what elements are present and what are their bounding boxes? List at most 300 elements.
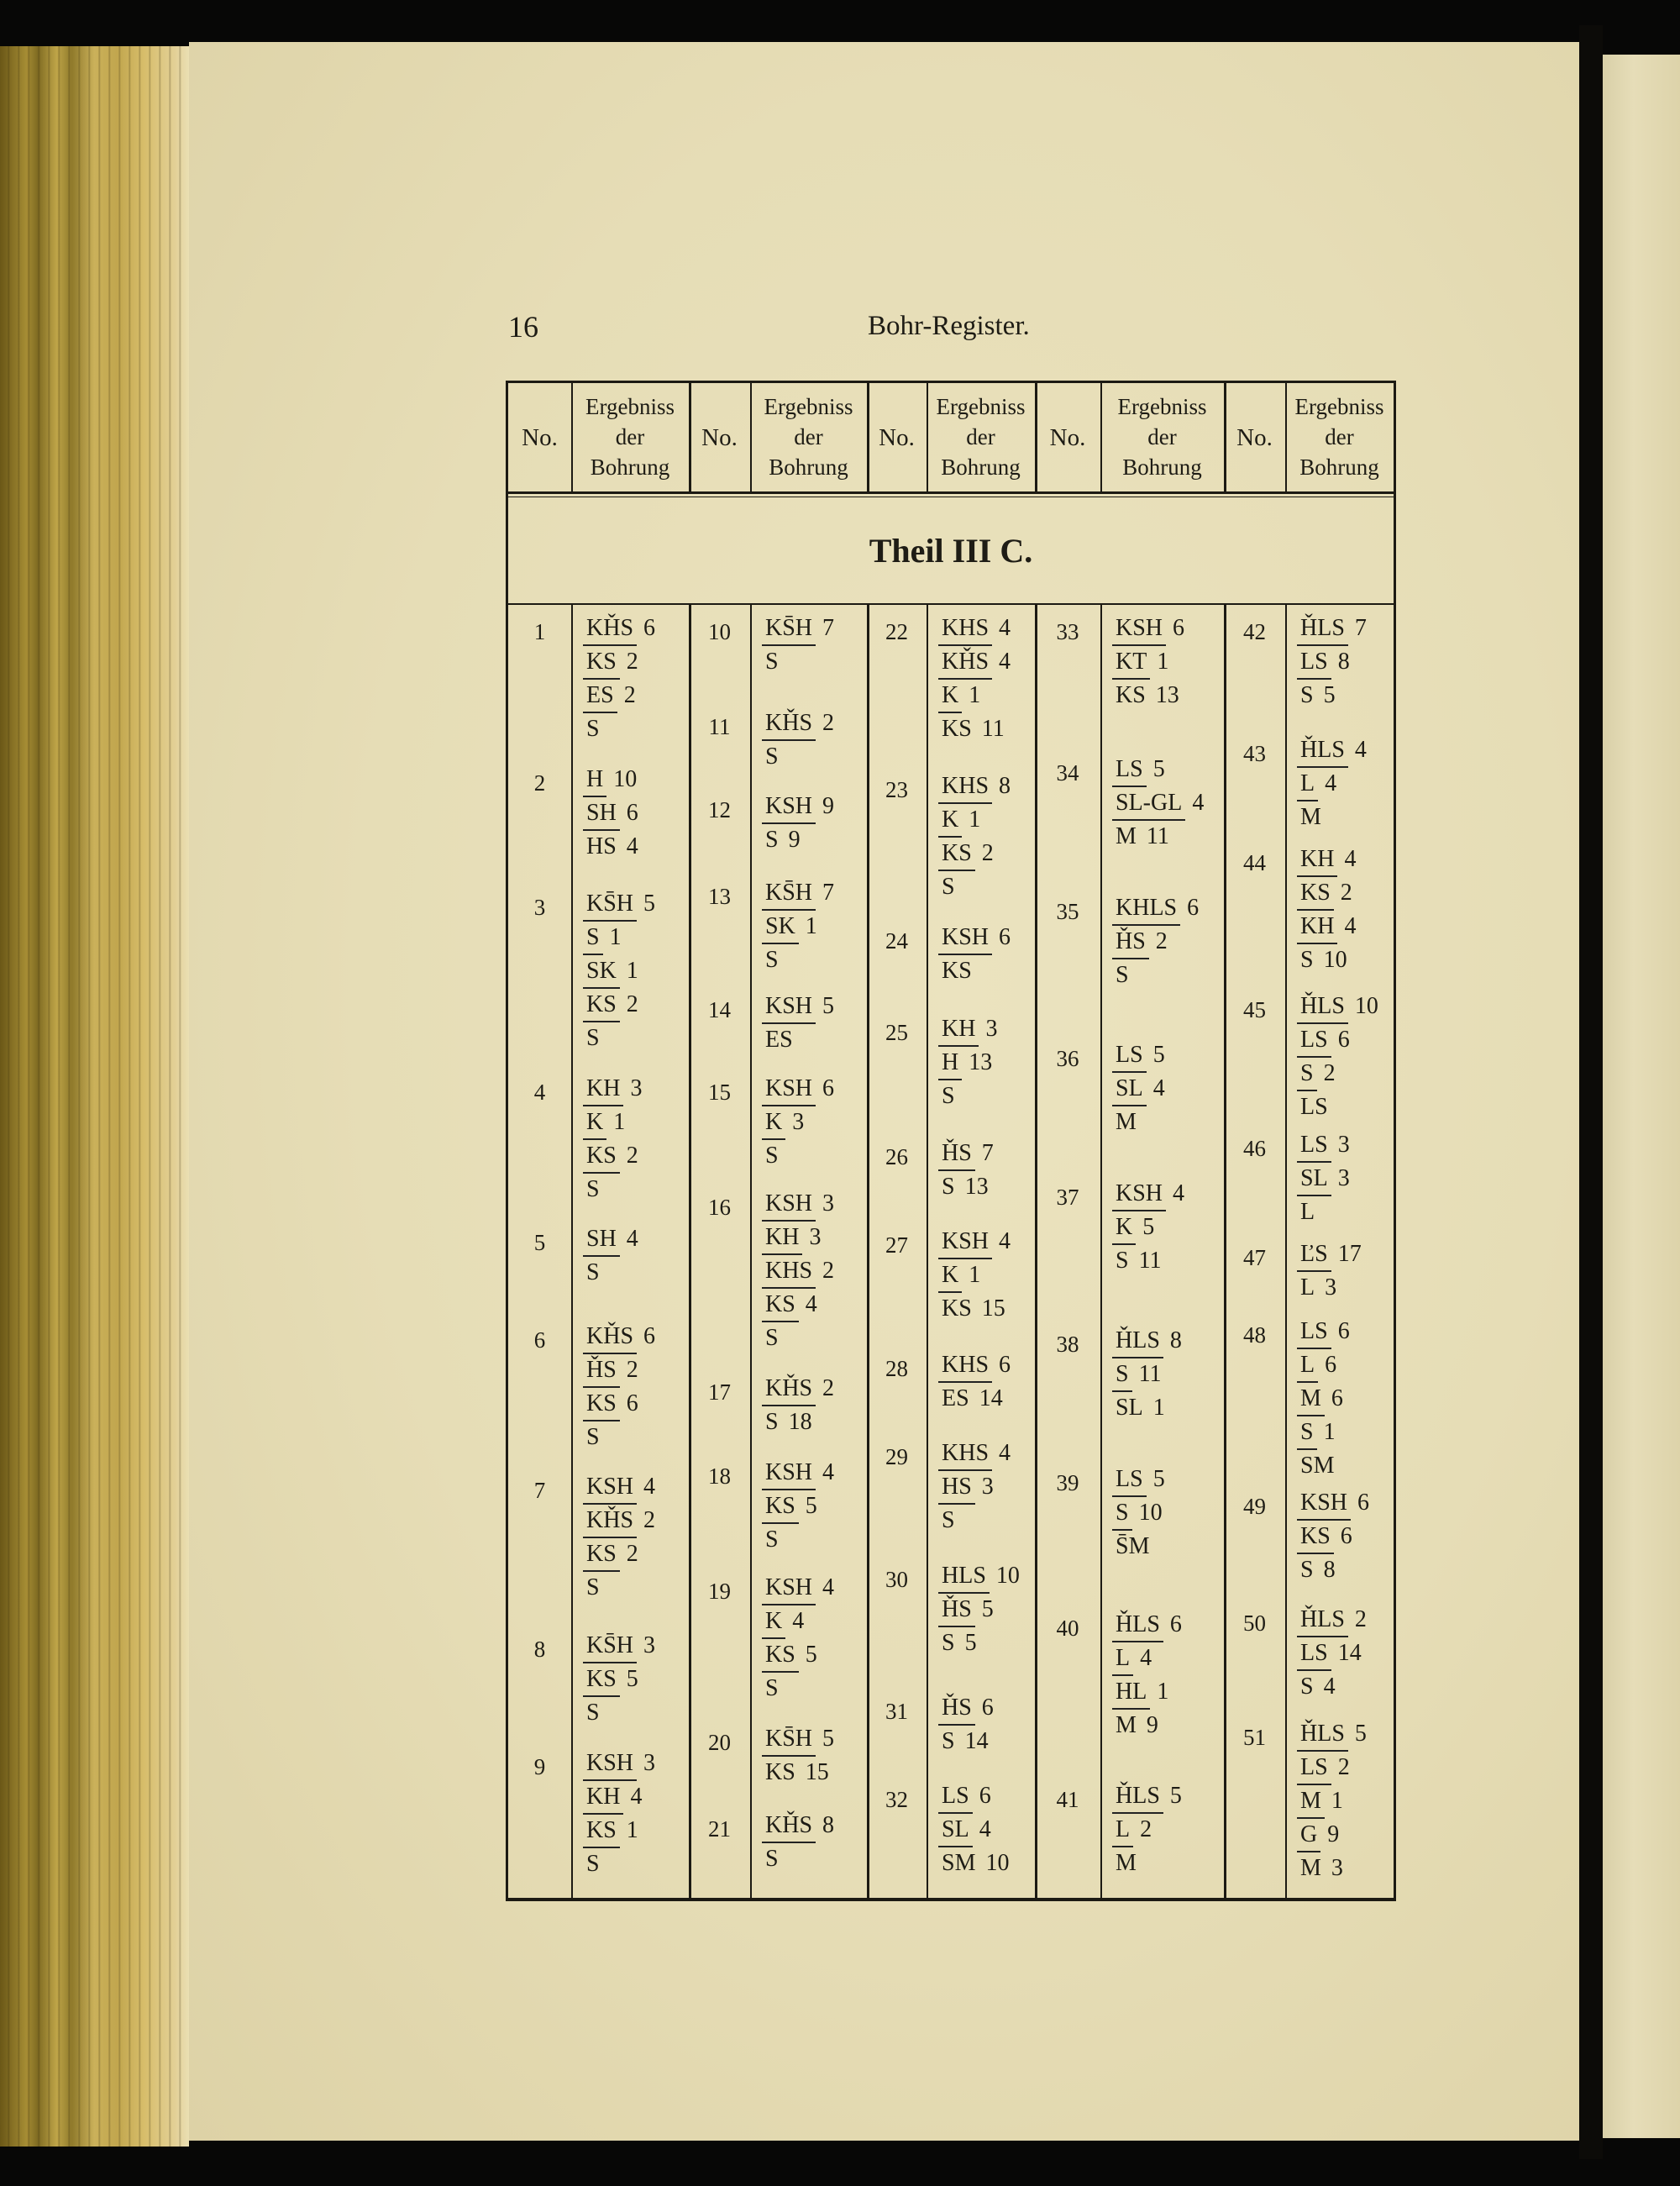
boring-result-cell (1297, 991, 1378, 1123)
stratum-thickness: 10 (1323, 947, 1347, 973)
stratum-layer (1297, 1718, 1367, 1752)
entry-number: 4 (533, 1080, 546, 1105)
stratum-thickness: 5 (1323, 682, 1336, 708)
stratum-label: SL (938, 1814, 973, 1847)
stratum-layer (1112, 1676, 1168, 1710)
stratum-thickness: 4 (999, 1440, 1011, 1466)
stratum-thickness: 9 (822, 793, 835, 819)
stratum-layer (762, 877, 834, 911)
page-number: 16 (508, 310, 538, 344)
stratum-layer (1297, 1058, 1336, 1091)
stratum-layer (583, 1223, 638, 1257)
column-header-result-line: Bohrung (1299, 455, 1379, 480)
stratum-layer (1112, 646, 1168, 680)
stratum-label: S̄M (1116, 1533, 1150, 1559)
stratum-layer (583, 1697, 610, 1729)
stratum-layer (1297, 1604, 1367, 1637)
stratum-thickness: 1 (969, 807, 981, 833)
stratum-thickness: 1 (613, 1109, 626, 1135)
stratum-layer (1297, 1819, 1339, 1852)
boring-result-cell (583, 888, 655, 1054)
boring-result-cell (938, 1138, 994, 1203)
stratum-label: M (1116, 1712, 1137, 1738)
stratum-layer (938, 612, 1011, 646)
boring-result-cell (583, 1471, 655, 1604)
entry-number: 37 (1056, 1185, 1079, 1210)
boring-result-cell (938, 612, 1011, 745)
entry-number: 20 (708, 1730, 731, 1755)
boring-result-cell (762, 1723, 834, 1789)
stratum-layer (1297, 1487, 1369, 1521)
stratum-thickness: 1 (1157, 1679, 1169, 1705)
stratum-layer (583, 1471, 655, 1505)
facing-page-edge (1603, 55, 1680, 2138)
stratum-layer (583, 1663, 638, 1697)
stratum-label: ȞLS (1297, 1718, 1348, 1752)
stratum-layer (583, 1630, 655, 1663)
stratum-layer (1297, 1752, 1350, 1785)
stratum-label: KS̄H (583, 888, 637, 922)
entry-number: 18 (708, 1463, 731, 1489)
stratum-layer (583, 989, 638, 1022)
stratum-label: KHS (938, 612, 992, 646)
stratum-label: KT (1112, 646, 1150, 680)
stratum-label: KSH (1112, 612, 1166, 646)
stratum-thickness: 7 (1354, 615, 1367, 641)
stratum-layer (1112, 1211, 1154, 1245)
column-header-result-line: der (1147, 424, 1177, 449)
boring-result-cell (1112, 1178, 1184, 1277)
stratum-thickness: 2 (822, 1375, 835, 1401)
entry-number: 22 (885, 619, 908, 644)
column-header-result-line: Ergebniss (1294, 394, 1384, 419)
stratum-layer (762, 741, 789, 773)
stratum-label: ȞLS (1297, 1604, 1348, 1637)
stratum-label: M (1300, 804, 1321, 830)
entry-number: 46 (1243, 1136, 1266, 1161)
stratum-layer (1297, 1852, 1343, 1884)
entry-number: 12 (708, 797, 731, 822)
entry-number: 44 (1243, 850, 1266, 875)
stratum-label: KS (583, 1663, 620, 1697)
entry-number: 9 (533, 1754, 546, 1779)
stratum-label: ȞLS (1297, 612, 1348, 646)
stratum-label: KS̄H (762, 1723, 816, 1757)
stratum-label: LS (938, 1780, 973, 1814)
stratum-thickness: 6 (1340, 1523, 1352, 1549)
stratum-label: M (1116, 1850, 1137, 1876)
stratum-thickness: 2 (1354, 1606, 1367, 1632)
stratum-label: ȞLS (1112, 1609, 1163, 1642)
stratum-layer (1297, 1349, 1336, 1383)
stratum-label: M (1297, 1383, 1325, 1416)
stratum-label: ȞS (1112, 926, 1149, 959)
stratum-layer (938, 1780, 991, 1814)
entry-number: 6 (533, 1327, 546, 1353)
stratum-layer (762, 1024, 803, 1056)
stratum-thickness: 4 (805, 1291, 817, 1317)
stratum-label: K (583, 1106, 606, 1140)
stratum-layer (1297, 1554, 1336, 1586)
stratum-layer (938, 871, 965, 903)
boring-result-cell (938, 1226, 1011, 1325)
stratum-label: S (586, 716, 600, 742)
stratum-thickness: 8 (1323, 1557, 1336, 1583)
boring-result-cell (762, 991, 834, 1056)
stratum-label: KS (938, 838, 975, 871)
stratum-label: L (1112, 1642, 1133, 1676)
column-header-result-line: Ergebniss (1117, 394, 1207, 419)
stratum-thickness: 6 (822, 1075, 835, 1101)
boring-result-cell (583, 612, 655, 745)
header-rule (506, 491, 1396, 494)
stratum-label: S (1116, 1248, 1129, 1274)
stratum-layer (1297, 768, 1336, 801)
entry-number: 49 (1243, 1494, 1266, 1519)
stratum-thickness: 4 (1325, 770, 1337, 796)
stratum-layer (1112, 1463, 1165, 1497)
stratum-thickness: 1 (609, 924, 622, 950)
stratum-layer (1297, 1129, 1350, 1163)
stratum-layer (583, 713, 610, 745)
stratum-label: KSH (938, 922, 992, 955)
stratum-label: KȞS (583, 1505, 637, 1538)
boring-result-cell (762, 791, 834, 856)
stratum-layer (583, 1781, 642, 1815)
boring-result-cell (583, 1223, 638, 1289)
stratum-label: ES (942, 1385, 969, 1411)
stratum-layer (1297, 1450, 1344, 1482)
stratum-label: S (765, 947, 779, 973)
entry-number: 36 (1056, 1046, 1079, 1071)
stratum-label: KS (583, 1538, 620, 1572)
stratum-label: LS (1297, 1024, 1331, 1058)
stratum-label: KS (583, 1140, 620, 1174)
entry-number: 27 (885, 1232, 908, 1258)
stratum-thickness: 15 (805, 1759, 829, 1785)
stratum-layer (938, 646, 1011, 680)
group-divider (689, 603, 691, 1901)
stratum-layer (583, 1815, 638, 1848)
stratum-layer (938, 1138, 994, 1171)
stratum-thickness: 3 (643, 1750, 656, 1776)
stratum-layer (938, 770, 1011, 804)
stratum-label: S (1300, 947, 1314, 973)
stratum-layer (762, 1524, 789, 1556)
stratum-label: M (1116, 1109, 1137, 1135)
column-header-result-line: der (966, 424, 995, 449)
stratum-layer (762, 1490, 817, 1524)
stratum-thickness: 5 (1354, 1721, 1367, 1747)
stratum-label: KSH (762, 991, 816, 1024)
stratum-label: S (765, 1675, 779, 1701)
stratum-thickness: 2 (626, 1143, 638, 1169)
stratum-thickness: 3 (985, 1016, 998, 1042)
stratum-layer (1112, 1178, 1184, 1211)
stratum-thickness: 6 (1187, 895, 1200, 921)
entry-number: 42 (1243, 619, 1266, 644)
entry-number: 28 (885, 1356, 908, 1381)
stratum-layer (762, 1073, 834, 1106)
stratum-label: S (1297, 1416, 1317, 1450)
stratum-layer (762, 1673, 789, 1705)
stratum-label: L (1300, 1199, 1315, 1225)
stratum-label: SK (762, 911, 799, 944)
stratum-label: S (942, 1174, 955, 1200)
stratum-label: S (765, 1409, 779, 1435)
column-header-result (1285, 391, 1394, 482)
stratum-layer (1112, 1073, 1165, 1106)
stratum-layer (583, 955, 638, 989)
stratum-label: ȞS (938, 1692, 975, 1726)
entry-number: 1 (533, 619, 546, 644)
column-divider (927, 603, 928, 1901)
stratum-label: K (762, 1605, 785, 1639)
stratum-layer (583, 888, 655, 922)
stratum-thickness: 7 (822, 880, 835, 906)
boring-result-cell (583, 1630, 655, 1729)
entry-number: 47 (1243, 1245, 1266, 1270)
stratum-thickness: 18 (788, 1409, 812, 1435)
book-edge-lines (0, 46, 189, 2147)
stratum-thickness: 1 (626, 958, 638, 984)
stratum-layer (938, 713, 1005, 745)
stratum-label: L (1300, 1274, 1315, 1301)
stratum-thickness: 6 (626, 800, 638, 826)
entry-number: 19 (708, 1579, 731, 1604)
stratum-label: KS̄H (762, 877, 816, 911)
stratum-label: SH (583, 797, 620, 831)
stratum-label: KH (762, 1222, 802, 1255)
entry-number: 38 (1056, 1332, 1079, 1357)
column-header-result (571, 391, 689, 482)
stratum-label: KH (583, 1781, 623, 1815)
boring-result-cell (1112, 1463, 1165, 1563)
boring-result-cell (1297, 734, 1367, 833)
stratum-label: S (942, 874, 955, 900)
stratum-thickness: 8 (822, 1812, 835, 1838)
stratum-layer (762, 824, 801, 856)
stratum-layer (938, 955, 982, 987)
stratum-layer (583, 1421, 610, 1453)
stratum-layer (938, 1847, 1009, 1879)
stratum-thickness: 9 (788, 827, 801, 853)
stratum-label: S (586, 1424, 600, 1450)
stratum-label: SL-GL (1112, 787, 1185, 821)
stratum-layer (1112, 754, 1165, 787)
stratum-thickness: 9 (1146, 1712, 1158, 1738)
column-header-result (750, 391, 867, 482)
stratum-layer (1112, 926, 1168, 959)
stratum-label: ȞLS (1112, 1780, 1163, 1814)
stratum-thickness: 6 (1169, 1611, 1182, 1637)
entry-number: 7 (533, 1478, 546, 1503)
stratum-layer (1112, 1780, 1182, 1814)
stratum-label: S (586, 1574, 600, 1600)
stratum-thickness: 6 (999, 924, 1011, 950)
entry-number: 23 (885, 777, 908, 802)
stratum-layer (583, 1747, 655, 1781)
boring-result-cell (1297, 1238, 1362, 1304)
stratum-thickness: 2 (626, 1541, 638, 1567)
column-header-result (927, 391, 1035, 482)
boring-result-cell (938, 1349, 1011, 1415)
stratum-layer (1297, 1637, 1362, 1671)
stratum-layer (583, 1257, 610, 1289)
stratum-label: KSH (583, 1471, 637, 1505)
stratum-label: S (765, 744, 779, 770)
stratum-label: M (1297, 1785, 1325, 1819)
entry-number: 43 (1243, 741, 1266, 766)
stratum-label: S (586, 1176, 600, 1202)
stratum-thickness: 2 (643, 1507, 656, 1533)
stratum-thickness: 1 (1157, 649, 1169, 675)
stratum-label: ȞS (938, 1594, 975, 1627)
stratum-layer (938, 680, 980, 713)
stratum-thickness: 1 (1331, 1788, 1343, 1814)
stratum-thickness: 6 (981, 1695, 994, 1721)
stratum-layer (1112, 1392, 1165, 1424)
stratum-label: KȞS (938, 646, 992, 680)
stratum-layer (762, 1605, 804, 1639)
stratum-label: KS (583, 1815, 620, 1848)
stratum-thickness: 2 (626, 991, 638, 1017)
stratum-layer (583, 680, 636, 713)
stratum-label: S (1300, 682, 1314, 708)
stratum-label: KȞS (583, 1321, 637, 1354)
stratum-label: KSH (1112, 1178, 1166, 1211)
stratum-layer (1112, 1814, 1152, 1847)
stratum-thickness: 4 (999, 649, 1011, 675)
stratum-layer (1297, 734, 1367, 768)
stratum-layer (762, 1106, 804, 1140)
stratum-layer (938, 1383, 1003, 1415)
stratum-layer (762, 646, 789, 678)
stratum-layer (1297, 877, 1352, 911)
stratum-label: KHS (938, 1437, 992, 1471)
stratum-label: S (1300, 1557, 1314, 1583)
stratum-label: KS (583, 646, 620, 680)
stratum-thickness: 11 (981, 716, 1005, 742)
stratum-layer (1112, 1358, 1162, 1392)
stratum-label: SL (1297, 1163, 1331, 1196)
stratum-label: KH (1297, 843, 1337, 877)
stratum-thickness: 6 (1331, 1385, 1343, 1411)
stratum-thickness: 5 (1152, 1466, 1165, 1492)
stratum-layer (762, 1810, 834, 1843)
stratum-thickness: 13 (964, 1174, 989, 1200)
stratum-layer (1112, 1531, 1159, 1563)
stratum-label: KS (765, 1759, 795, 1785)
boring-result-cell (762, 877, 834, 976)
entry-number: 2 (533, 770, 546, 796)
stratum-label: S (586, 1259, 600, 1285)
boring-result-cell (583, 1321, 655, 1453)
stratum-thickness: 5 (643, 891, 656, 917)
stratum-thickness: 3 (1337, 1165, 1350, 1191)
stratum-layer (1297, 1196, 1325, 1228)
stratum-thickness: 6 (643, 1323, 656, 1349)
stratum-label: KS (583, 989, 620, 1022)
boring-result-cell (583, 764, 638, 863)
column-header-result-line: Ergebniss (936, 394, 1026, 419)
stratum-layer (762, 1188, 834, 1222)
stratum-layer (583, 831, 638, 863)
column-header-no: No. (522, 424, 558, 451)
stratum-label: KȞS (762, 1373, 816, 1406)
boring-result-cell (1297, 1718, 1367, 1884)
stratum-thickness: 9 (1327, 1821, 1340, 1847)
stratum-label: KSH (583, 1747, 637, 1781)
boring-result-cell (938, 922, 1011, 987)
entry-number: 29 (885, 1444, 908, 1469)
stratum-label: KS (1116, 682, 1146, 708)
stratum-label: LS (1112, 1039, 1147, 1073)
column-header-result-line: der (794, 424, 823, 449)
stratum-layer (583, 1321, 655, 1354)
stratum-thickness: 6 (643, 615, 656, 641)
column-header-result-line: Bohrung (1122, 455, 1202, 480)
boring-result-cell (938, 1692, 994, 1758)
stratum-thickness: 17 (1337, 1241, 1362, 1267)
entry-number: 17 (708, 1379, 731, 1405)
stratum-layer (1112, 1642, 1152, 1676)
column-header-no: No. (1049, 424, 1086, 451)
stratum-label: KSH (1297, 1487, 1351, 1521)
boring-result-cell (762, 1073, 834, 1172)
stratum-layer (762, 1457, 834, 1490)
boring-result-cell (1112, 612, 1184, 712)
stratum-thickness: 1 (805, 913, 817, 939)
stratum-label: S (1112, 1358, 1132, 1392)
stratum-layer (1297, 1024, 1350, 1058)
boring-result-cell (1297, 1316, 1350, 1482)
stratum-thickness: 6 (1337, 1027, 1350, 1053)
stratum-layer (1297, 843, 1356, 877)
stratum-thickness: 7 (981, 1140, 994, 1166)
stratum-thickness: 5 (981, 1596, 994, 1622)
stratum-label: KS (942, 1295, 972, 1322)
stratum-thickness: 4 (1192, 790, 1205, 816)
section-title: Theil III C. (869, 532, 1033, 570)
stratum-thickness: 2 (1155, 928, 1168, 954)
stratum-layer (938, 1505, 965, 1537)
stratum-layer (762, 1757, 829, 1789)
column-divider (750, 603, 752, 1901)
stratum-layer (583, 1174, 610, 1206)
stratum-thickness: 2 (626, 649, 638, 675)
stratum-label: ȞLS (1297, 991, 1348, 1024)
column-header-no: No. (1236, 424, 1273, 451)
stratum-label: K (938, 804, 962, 838)
stratum-label: LS (1297, 646, 1331, 680)
stratum-label: KS (1297, 877, 1334, 911)
stratum-thickness: 5 (626, 1666, 638, 1692)
stratum-thickness: 4 (626, 1226, 638, 1252)
stratum-layer (1297, 1521, 1352, 1554)
stratum-layer (1297, 991, 1378, 1024)
stratum-layer (762, 1406, 812, 1438)
entry-number: 51 (1243, 1725, 1266, 1750)
column-divider (1285, 603, 1287, 1901)
stratum-label: KȞS (762, 1810, 816, 1843)
entry-number: 16 (708, 1195, 731, 1220)
stratum-label: ȞS (583, 1354, 620, 1388)
stratum-layer (1112, 821, 1169, 853)
stratum-thickness: 6 (979, 1783, 991, 1809)
stratum-label: S (942, 1630, 955, 1656)
stratum-layer (583, 1073, 642, 1106)
